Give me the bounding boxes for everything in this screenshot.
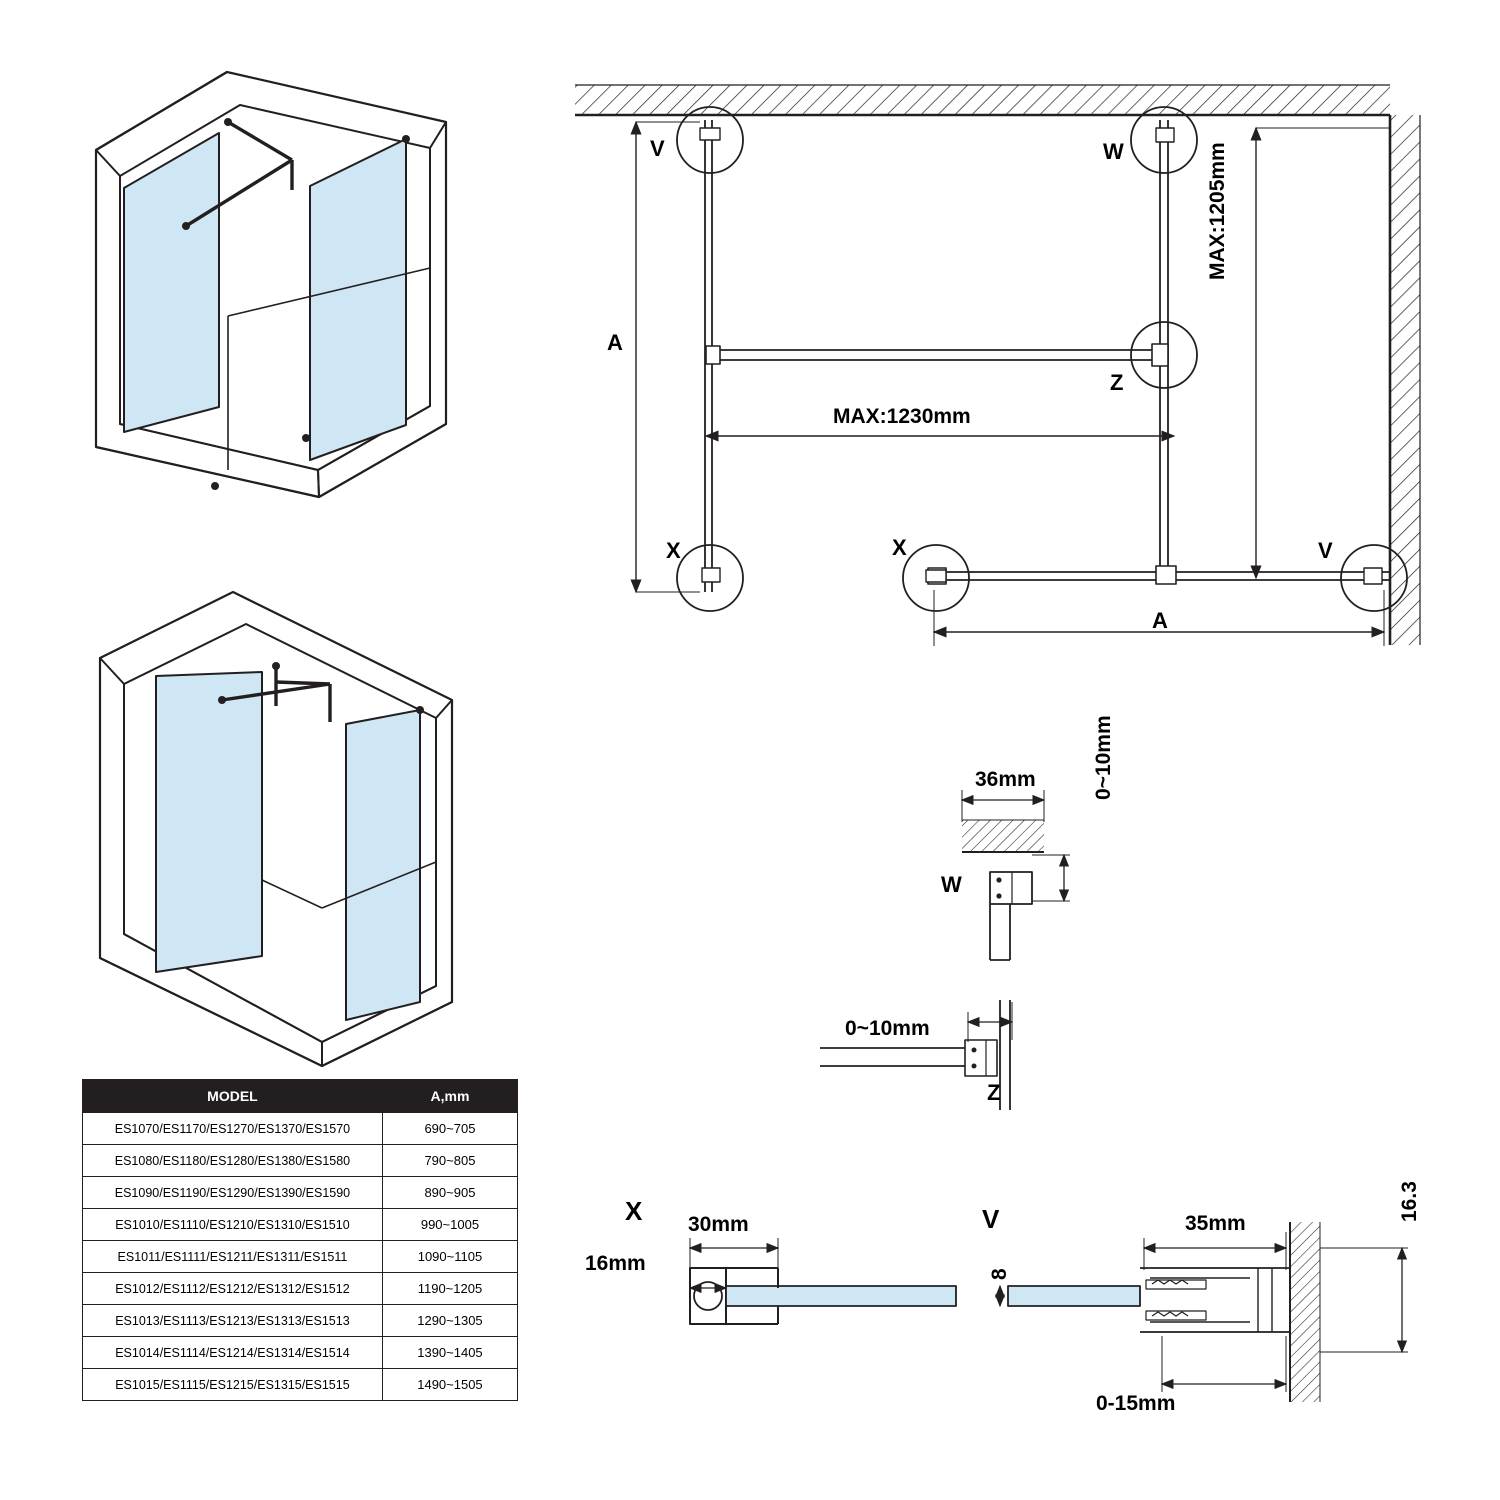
iso-view-top: [96, 72, 446, 497]
detail-v-dim-glass-text: 8: [988, 1268, 1011, 1280]
detail-w-label: W: [941, 872, 962, 897]
detail-w-dim-side-text: 0~10mm: [1092, 715, 1115, 800]
cell-a: 890~905: [382, 1177, 517, 1209]
callout-label-v-right: V: [1318, 538, 1333, 563]
plan-view: [575, 85, 1420, 646]
table-row: [83, 1145, 518, 1177]
cell-a: 1190~1205: [382, 1273, 517, 1305]
cell-a: 1290~1305: [382, 1305, 517, 1337]
dimension-a-horizontal: A: [1152, 608, 1168, 633]
table-header-row: [83, 1080, 518, 1113]
cell-a: 1390~1405: [382, 1337, 517, 1369]
table-row: [83, 1177, 518, 1209]
table-row: [83, 1369, 518, 1401]
callout-label-x-bottom: X: [892, 535, 907, 560]
cell-a: 690~705: [382, 1113, 517, 1145]
model-dimension-table: [82, 1079, 518, 1401]
cell-a: 1490~1505: [382, 1369, 517, 1401]
detail-z-dim-top: 0~10mm: [845, 1017, 930, 1040]
detail-v-dim-bottom: 0-15mm: [1096, 1392, 1176, 1415]
detail-x-dim-top: 30mm: [688, 1213, 749, 1236]
detail-w-dim-top: 36mm: [975, 768, 1036, 791]
cell-a: 1090~1105: [382, 1241, 517, 1273]
detail-v-dim-right: [1398, 1181, 1422, 1222]
table-row: [83, 1113, 518, 1145]
detail-v-dim-top: 35mm: [1185, 1212, 1246, 1235]
cell-model: ES1013/ES1113/ES1213/ES1313/ES1513: [83, 1305, 383, 1337]
detail-w-dim-side: [1092, 715, 1116, 800]
detail-w: [962, 790, 1070, 960]
table-row: [83, 1209, 518, 1241]
iso-view-bottom: [100, 592, 452, 1066]
cell-model: ES1012/ES1112/ES1212/ES1312/ES1512: [83, 1273, 383, 1305]
detail-v-dim-right-text: 16.3: [1398, 1181, 1421, 1222]
detail-x-dim-left: 16mm: [585, 1252, 646, 1275]
table-row: [83, 1337, 518, 1369]
cell-model: ES1014/ES1114/ES1214/ES1314/ES1514: [83, 1337, 383, 1369]
cell-a: 790~805: [382, 1145, 517, 1177]
cell-model: ES1080/ES1180/ES1280/ES1380/ES1580: [83, 1145, 383, 1177]
detail-v: [1000, 1222, 1408, 1402]
detail-x: [690, 1238, 956, 1324]
dimension-max-width: MAX:1230mm: [833, 405, 971, 428]
detail-v-label: V: [982, 1204, 1000, 1234]
dimension-a-vertical: A: [607, 330, 623, 355]
cell-model: ES1090/ES1190/ES1290/ES1390/ES1590: [83, 1177, 383, 1209]
table-body: [83, 1113, 518, 1401]
cell-a: 990~1005: [382, 1209, 517, 1241]
cell-model: ES1015/ES1115/ES1215/ES1315/ES1515: [83, 1369, 383, 1401]
table-row: [83, 1305, 518, 1337]
detail-v-dim-glass: [988, 1268, 1012, 1280]
cell-model: ES1070/ES1170/ES1270/ES1370/ES1570: [83, 1113, 383, 1145]
callout-label-x-left: X: [666, 538, 681, 563]
cell-model: ES1010/ES1110/ES1210/ES1310/ES1510: [83, 1209, 383, 1241]
callout-label-v-top: V: [650, 136, 665, 161]
callout-label-z: Z: [1110, 370, 1124, 395]
table-header-a: A,mm: [382, 1080, 517, 1113]
dimension-max-height: [1206, 142, 1230, 280]
detail-x-label: X: [625, 1196, 643, 1226]
callout-label-w: W: [1103, 139, 1124, 164]
table-row: [83, 1273, 518, 1305]
dimension-max-height-text: MAX:1205mm: [1206, 142, 1229, 280]
table-row: [83, 1241, 518, 1273]
table-header-model: MODEL: [83, 1080, 383, 1113]
detail-z-label: Z: [987, 1080, 1001, 1105]
cell-model: ES1011/ES1111/ES1211/ES1311/ES1511: [83, 1241, 383, 1273]
